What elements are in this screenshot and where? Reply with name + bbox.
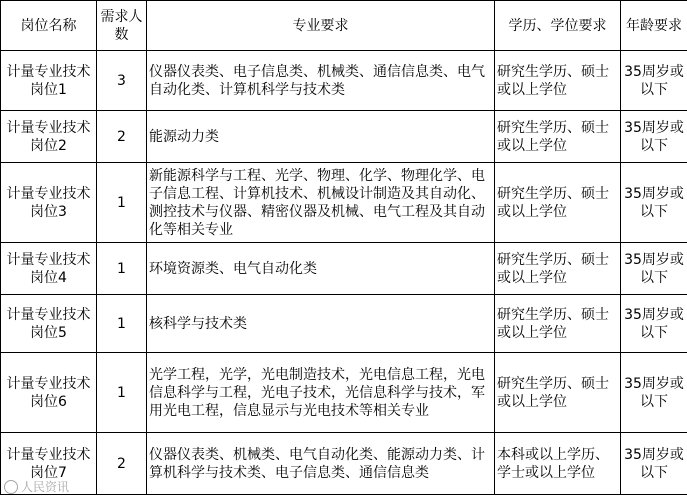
header-count: 需求人数 <box>97 1 147 51</box>
position-cell: 计量专业技术岗位6 <box>1 353 97 433</box>
education-cell: 研究生学历、硕士或以上学位 <box>495 295 621 353</box>
major-cell: 能源动力类 <box>147 111 495 163</box>
count-cell: 3 <box>97 51 147 111</box>
position-cell: 计量专业技术岗位7 <box>1 433 97 495</box>
age-cell: 35周岁或以下 <box>621 51 687 111</box>
header-education: 学历、学位要求 <box>495 1 621 51</box>
education-cell: 研究生学历、硕士或以上学位 <box>495 353 621 433</box>
count-cell: 1 <box>97 353 147 433</box>
major-cell: 光学工程，光学，光电制造技术，光电信息工程，光电信息科学与工程，光电子技术，光信息科学与技术，军用光电工程，信息显示与光电技术等相关专业 <box>147 353 495 433</box>
count-cell: 1 <box>97 243 147 295</box>
count-cell: 1 <box>97 163 147 243</box>
watermark-text: 人民资讯 <box>21 480 70 494</box>
header-row <box>1 1 687 51</box>
table-row <box>1 111 687 163</box>
table-row <box>1 243 687 295</box>
position-cell: 计量专业技术岗位3 <box>1 163 97 243</box>
major-cell: 环境资源类、电气自动化类 <box>147 243 495 295</box>
age-cell: 35周岁或以下 <box>621 243 687 295</box>
education-cell: 研究生学历、硕士或以上学位 <box>495 51 621 111</box>
position-cell: 计量专业技术岗位1 <box>1 51 97 111</box>
major-cell: 核科学与技术类 <box>147 295 495 353</box>
education-cell: 本科或以上学历、学士或以上学位 <box>495 433 621 495</box>
header-major: 专业要求 <box>147 1 495 51</box>
education-cell: 研究生学历、硕士或以上学位 <box>495 111 621 163</box>
table-row <box>1 433 687 495</box>
major-cell: 新能源科学与工程、光学、物理、化学、物理化学、电子信息工程、计算机技术、机械设计制造及其自动化、测控技术与仪器、精密仪器及机械、电气工程及其自动化等相关专业 <box>147 163 495 243</box>
major-cell: 仪器仪表类、机械类、电气自动化类、能源动力类、计算机科学与技术类、电子信息类、通信信息类 <box>147 433 495 495</box>
table-row <box>1 295 687 353</box>
count-cell: 2 <box>97 111 147 163</box>
education-cell: 研究生学历、硕士或以上学位 <box>495 163 621 243</box>
position-cell: 计量专业技术岗位5 <box>1 295 97 353</box>
age-cell: 35周岁或以下 <box>621 433 687 495</box>
age-cell: 35周岁或以下 <box>621 353 687 433</box>
age-cell: 35周岁或以下 <box>621 163 687 243</box>
table-row <box>1 353 687 433</box>
position-cell: 计量专业技术岗位2 <box>1 111 97 163</box>
age-cell: 35周岁或以下 <box>621 111 687 163</box>
header-age: 年龄要求 <box>621 1 687 51</box>
major-cell: 仪器仪表类、电子信息类、机械类、通信信息类、电气自动化类、计算机科学与技术类 <box>147 51 495 111</box>
table-row <box>1 51 687 111</box>
header-position: 岗位名称 <box>1 1 97 51</box>
count-cell: 2 <box>97 433 147 495</box>
age-cell: 35周岁或以下 <box>621 295 687 353</box>
education-cell: 研究生学历、硕士或以上学位 <box>495 243 621 295</box>
count-cell: 1 <box>97 295 147 353</box>
position-cell: 计量专业技术岗位4 <box>1 243 97 295</box>
circle-logo-icon <box>4 480 18 494</box>
table-row <box>1 163 687 243</box>
watermark <box>4 478 69 495</box>
